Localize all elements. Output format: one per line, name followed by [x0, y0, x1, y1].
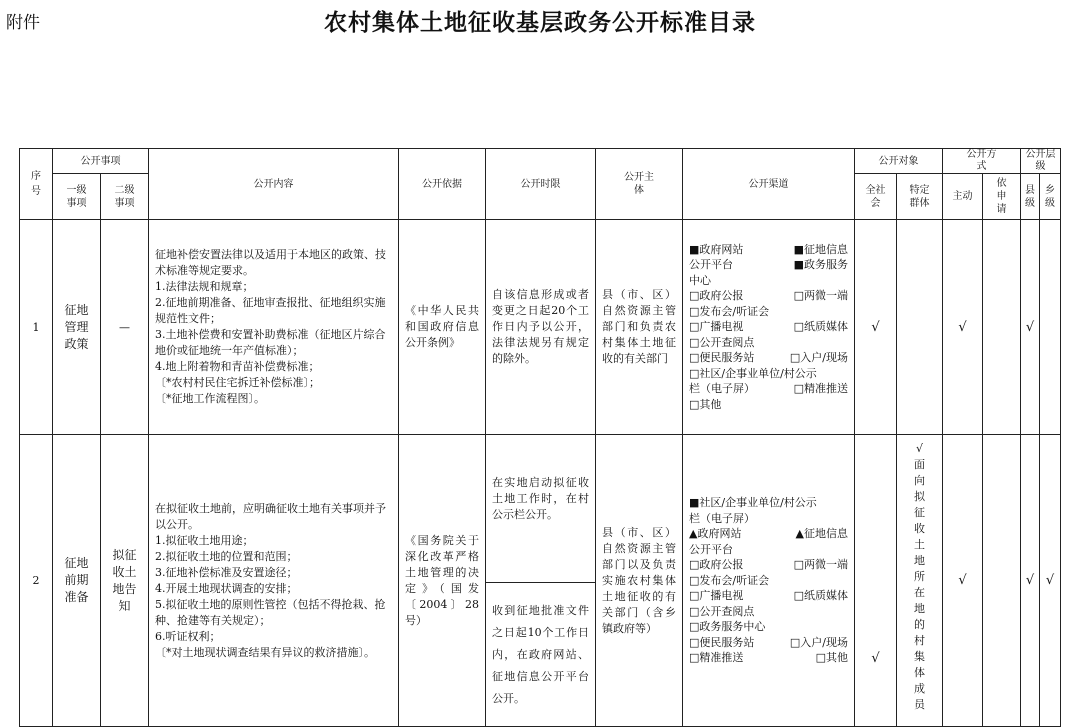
row2-target-specific: √面向拟征收土地所在地的村集体成员: [897, 435, 943, 727]
header-level-township: 乡级: [1040, 174, 1061, 220]
row2-subject: 县（市、区）自然资源主管部门以及负责实施农村集体土地征收的有关部门（含乡镇政府等）: [596, 435, 683, 727]
row1-subject: 县（市、区）自然资源主管部门和负责农村集体土地征收的有关部门: [596, 220, 683, 435]
header-method-group: 公开方式: [943, 149, 1021, 174]
row1-basis: 《中华人民共和国政府信息公开条例》: [399, 220, 486, 435]
header-method-active: 主动: [943, 174, 983, 220]
header-deadline: 公开时限: [486, 149, 596, 220]
row2-content: 在拟征收土地前，应明确征收土地有关事项并予以公开。 1.拟征收土地用途； 2.拟征收土地的位置和范围； 3.征地补偿标准及安置途径； 4.开展土地现状调查的安排； 5.拟征收土地的原则性管控（包括不得抢栽、抢种、抢建等有关规定）； 6.听证权利； 〔*对土地现状调查结果有异议的救济措施〕。: [149, 435, 399, 727]
header-basis: 公开依据: [399, 149, 486, 220]
row1-deadline: 自该信息形成或者变更之日起20个工作日内予以公开，法律法规另有规定的除外。: [486, 220, 596, 435]
header-target-group: 公开对象: [855, 149, 943, 174]
row1-level2: —: [101, 220, 149, 435]
attachment-label: 附件: [6, 13, 40, 33]
row2-target-all: √: [855, 435, 897, 727]
header-level2: 二级事项: [101, 174, 149, 220]
header-method-apply: 依申请: [983, 174, 1021, 220]
row2-seq: 2: [20, 435, 53, 727]
header-seq: 序号: [20, 149, 53, 220]
row2-method-active: √: [943, 435, 983, 727]
row2-level-county: √: [1021, 435, 1040, 727]
row2-deadline-a: 在实地启动拟征收土地工作时，在村公示栏公开。: [486, 435, 596, 583]
row2-level-township: √: [1040, 435, 1061, 727]
row1-channels: ■政府网站 ■征地信息 公开平台 ■政务服务 中心 □政府公报 □两微一端 □发布会/听证会 □广播电视 □纸质媒体 □公开查阅点 □便民服务站 □入户/现场 □社区/企事业单位/村公示 栏（电子屏） □精准推送 □其他: [683, 220, 855, 435]
header-subject: 公开主体: [596, 149, 683, 220]
row1-level-township: [1040, 220, 1061, 435]
header-item-group: 公开事项: [53, 149, 149, 174]
catalog-table: [19, 148, 1061, 727]
header-level-group: 公开层级: [1021, 149, 1061, 174]
row2-level1: 征地前期准备: [53, 435, 101, 727]
page-title: 农村集体土地征收基层政务公开标准目录: [324, 9, 756, 36]
header-content: 公开内容: [149, 149, 399, 220]
row1-level1: 征地管理政策: [53, 220, 101, 435]
row1-seq: 1: [20, 220, 53, 435]
row1-method-apply: [983, 220, 1021, 435]
header-level-county: 县级: [1021, 174, 1040, 220]
row2-deadline-b: 收到征地批准文件之日起10个工作日内，在政府网站、征地信息公开平台公开。: [486, 583, 596, 727]
row2-basis: 《国务院关于深化改革严格土地管理的决定》（国发〔2004〕28号）: [399, 435, 486, 727]
header-level1: 一级事项: [53, 174, 101, 220]
row1-content: 征地补偿安置法律以及适用于本地区的政策、技术标准等规定要求。 1.法律法规和规章； 2.征地前期准备、征地审查报批、征地组织实施规范性文件； 3.土地补偿费和安置补助费标准（征地区片综合地价或征地统一年产值标准）； 4.地上附着物和青苗补偿费标准； 〔*农村村民住宅拆迁补偿标准〕； 〔*征地工作流程图〕。: [149, 220, 399, 435]
table-row: [20, 435, 1061, 583]
row1-target-specific: [897, 220, 943, 435]
row1-method-active: √: [943, 220, 983, 435]
header-target-specific: 特定群体: [897, 174, 943, 220]
table-row: [20, 220, 1061, 435]
row2-method-apply: [983, 435, 1021, 727]
header-channel: 公开渠道: [683, 149, 855, 220]
row2-level2: 拟征收土地告知: [101, 435, 149, 727]
row1-level-county: √: [1021, 220, 1040, 435]
row2-channels: ■社区/企事业单位/村公示 栏（电子屏） ▲政府网站 ▲征地信息 公开平台 □政府公报 □两微一端 □发布会/听证会 □广播电视 □纸质媒体 □公开查阅点 □政务服务中心 □便民服务站 □入户/现场 □精准推送 □其他: [683, 435, 855, 727]
header-target-all: 全社会: [855, 174, 897, 220]
row1-target-all: √: [855, 220, 897, 435]
